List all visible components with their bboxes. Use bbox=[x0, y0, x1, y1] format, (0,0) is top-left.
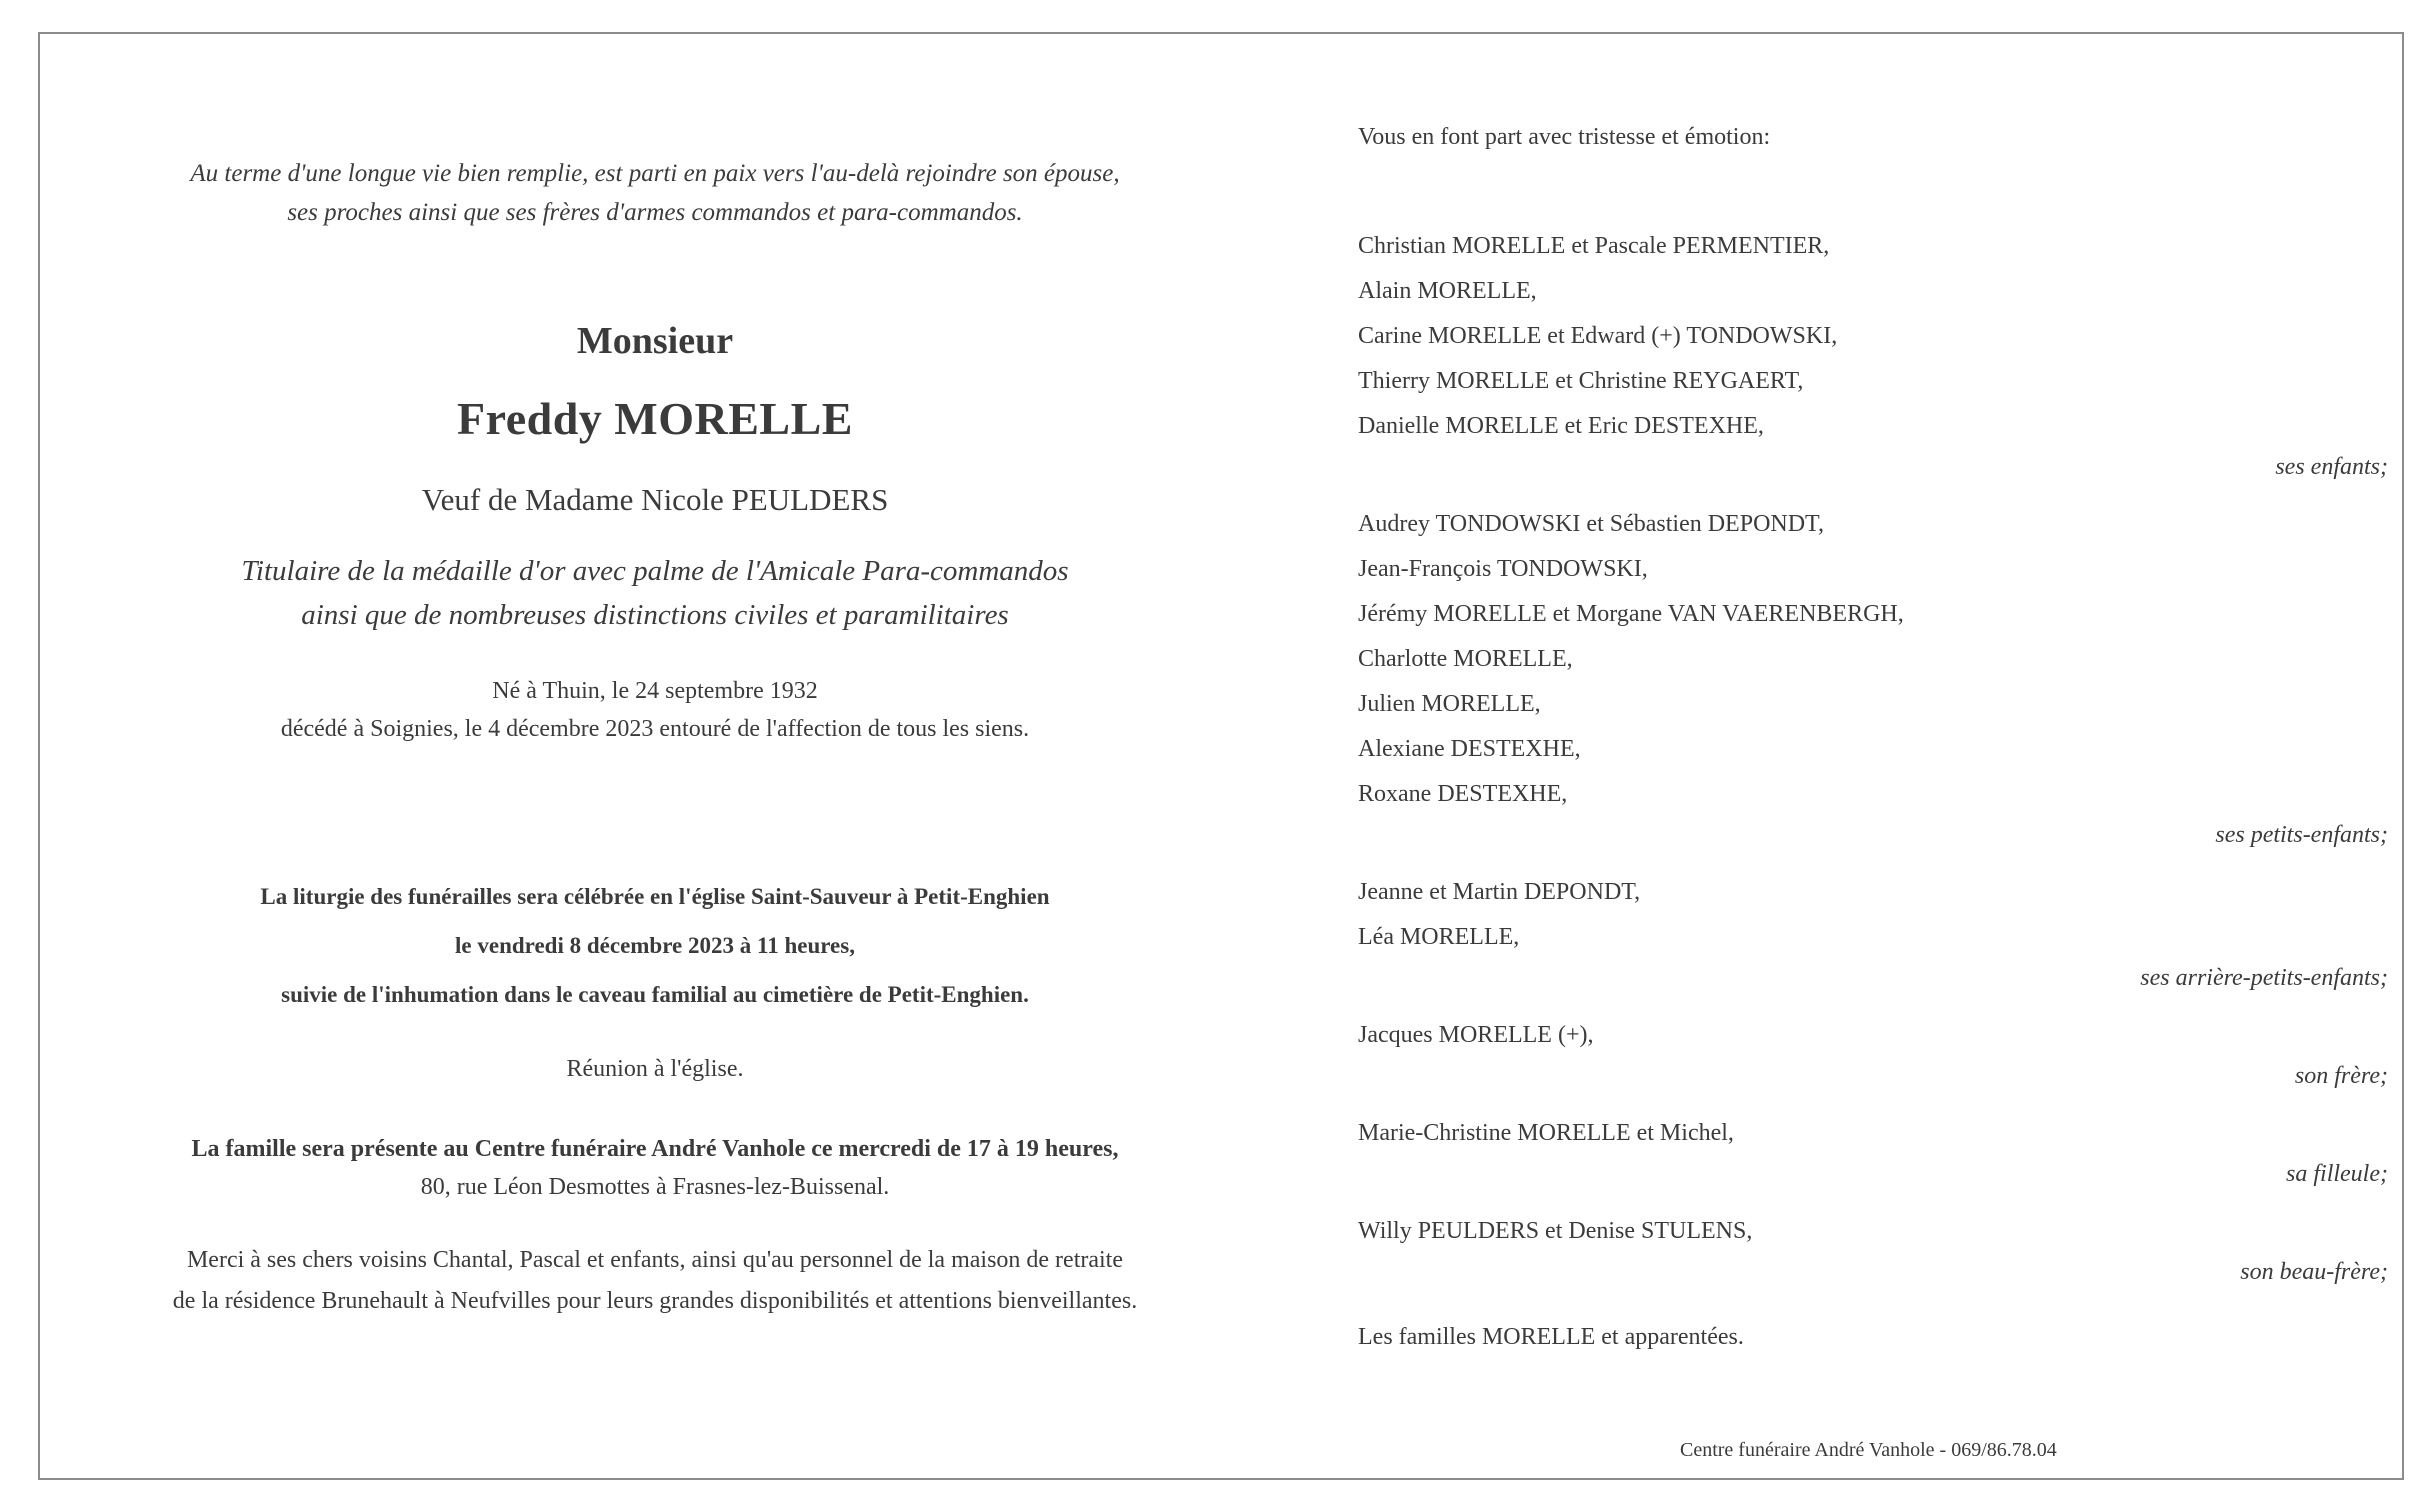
liturgy-line: La liturgie des funérailles sera célébrée en l'église Saint-Sauveur à Petit-Enghien bbox=[260, 884, 1050, 909]
address-line: 80, rue Léon Desmottes à Frasnes-lez-Buissenal. bbox=[420, 1174, 890, 1200]
meeting-text: Réunion à l'église. bbox=[566, 1056, 744, 1082]
family-member: Willy PEULDERS et Denise STULENS, bbox=[1358, 1218, 1753, 1244]
family-member: Danielle MORELLE et Eric DESTEXHE, bbox=[1358, 413, 1764, 439]
family-member: Julien MORELLE, bbox=[1358, 691, 1541, 717]
family-member: Christian MORELLE et Pascale PERMENTIER, bbox=[1358, 233, 1830, 259]
family-member: Marie-Christine MORELLE et Michel, bbox=[1358, 1120, 1734, 1146]
thanks-text bbox=[100, 1240, 1210, 1322]
family-member: Jérémy MORELLE et Morgane VAN VAERENBERGH, bbox=[1358, 601, 1904, 627]
medal-line: ainsi que de nombreuses distinctions civiles et paramilitaires bbox=[301, 599, 1009, 631]
honorific-title: Monsieur bbox=[576, 320, 734, 362]
funeral-home-contact: Centre funéraire André Vanhole - 069/86.78.04 bbox=[1680, 1439, 2057, 1461]
family-group bbox=[1358, 1013, 2388, 1099]
family-member: Charlotte MORELLE, bbox=[1358, 646, 1573, 672]
announce-line: Vous en font part avec tristesse et émotion: bbox=[1358, 124, 1771, 150]
family-group bbox=[1358, 1209, 2388, 1295]
liturgy-info bbox=[100, 872, 1210, 1019]
family-group bbox=[1358, 502, 2388, 858]
birth-line: Né à Thuin, le 24 septembre 1932 bbox=[492, 678, 818, 704]
family-member: Jacques MORELLE (+), bbox=[1358, 1022, 1594, 1048]
family-presence bbox=[100, 1130, 1210, 1206]
birth-death-dates bbox=[100, 672, 1210, 748]
family-group bbox=[1358, 1111, 2388, 1197]
medal-line: Titulaire de la médaille d'or avec palme de l'Amicale Para-commandos bbox=[241, 555, 1069, 587]
family-member: Thierry MORELLE et Christine REYGAERT, bbox=[1358, 368, 1804, 394]
family-member: Roxane DESTEXHE, bbox=[1358, 781, 1568, 807]
family-member: Carine MORELLE et Edward (+) TONDOWSKI, bbox=[1358, 323, 1838, 349]
family-presence-line: La famille sera présente au Centre funéraire André Vanhole ce mercredi de 17 à 19 heures, bbox=[191, 1136, 1119, 1162]
family-member: Alexiane DESTEXHE, bbox=[1358, 736, 1581, 762]
medal-text bbox=[100, 549, 1210, 637]
death-line: décédé à Soignies, le 4 décembre 2023 entouré de l'affection de tous les siens. bbox=[280, 716, 1030, 742]
thanks-line: de la résidence Brunehault à Neufvilles pour leurs grandes disponibilités et attentions bienveillantes. bbox=[172, 1288, 1138, 1314]
family-member: Audrey TONDOWSKI et Sébastien DEPONDT, bbox=[1358, 511, 1824, 537]
relation-label: ses enfants; bbox=[2275, 454, 2388, 480]
funeral-notice-card bbox=[38, 32, 2404, 1480]
family-groups bbox=[1358, 224, 2388, 1307]
liturgy-line: suivie de l'inhumation dans le caveau familial au cimetière de Petit-Enghien. bbox=[281, 982, 1029, 1007]
intro-text bbox=[100, 154, 1210, 232]
families-line: Les familles MORELLE et apparentées. bbox=[1358, 1324, 1744, 1350]
relation-label: ses petits-enfants; bbox=[2215, 822, 2388, 848]
family-member: Léa MORELLE, bbox=[1358, 924, 1520, 950]
deceased-name: Freddy MORELLE bbox=[457, 393, 853, 444]
family-member: Jeanne et Martin DEPONDT, bbox=[1358, 879, 1641, 905]
liturgy-line: le vendredi 8 décembre 2023 à 11 heures, bbox=[455, 933, 855, 958]
family-group bbox=[1358, 224, 2388, 490]
intro-line: ses proches ainsi que ses frères d'armes commandos et para-commandos. bbox=[287, 199, 1023, 226]
relation-label: ses arrière-petits-enfants; bbox=[2140, 965, 2388, 991]
family-member: Jean-François TONDOWSKI, bbox=[1358, 556, 1648, 582]
relation-label: son frère; bbox=[2294, 1063, 2388, 1089]
family-member: Alain MORELLE, bbox=[1358, 278, 1537, 304]
thanks-line: Merci à ses chers voisins Chantal, Pascal et enfants, ainsi qu'au personnel de la maison de retraite bbox=[186, 1247, 1124, 1273]
relation-label: son beau-frère; bbox=[2240, 1259, 2388, 1285]
intro-line: Au terme d'une longue vie bien remplie, est parti en paix vers l'au-delà rejoindre son épouse, bbox=[190, 160, 1120, 187]
family-group bbox=[1358, 870, 2388, 1001]
widow-line: Veuf de Madame Nicole PEULDERS bbox=[421, 482, 889, 517]
relation-label: sa filleule; bbox=[2286, 1161, 2388, 1187]
